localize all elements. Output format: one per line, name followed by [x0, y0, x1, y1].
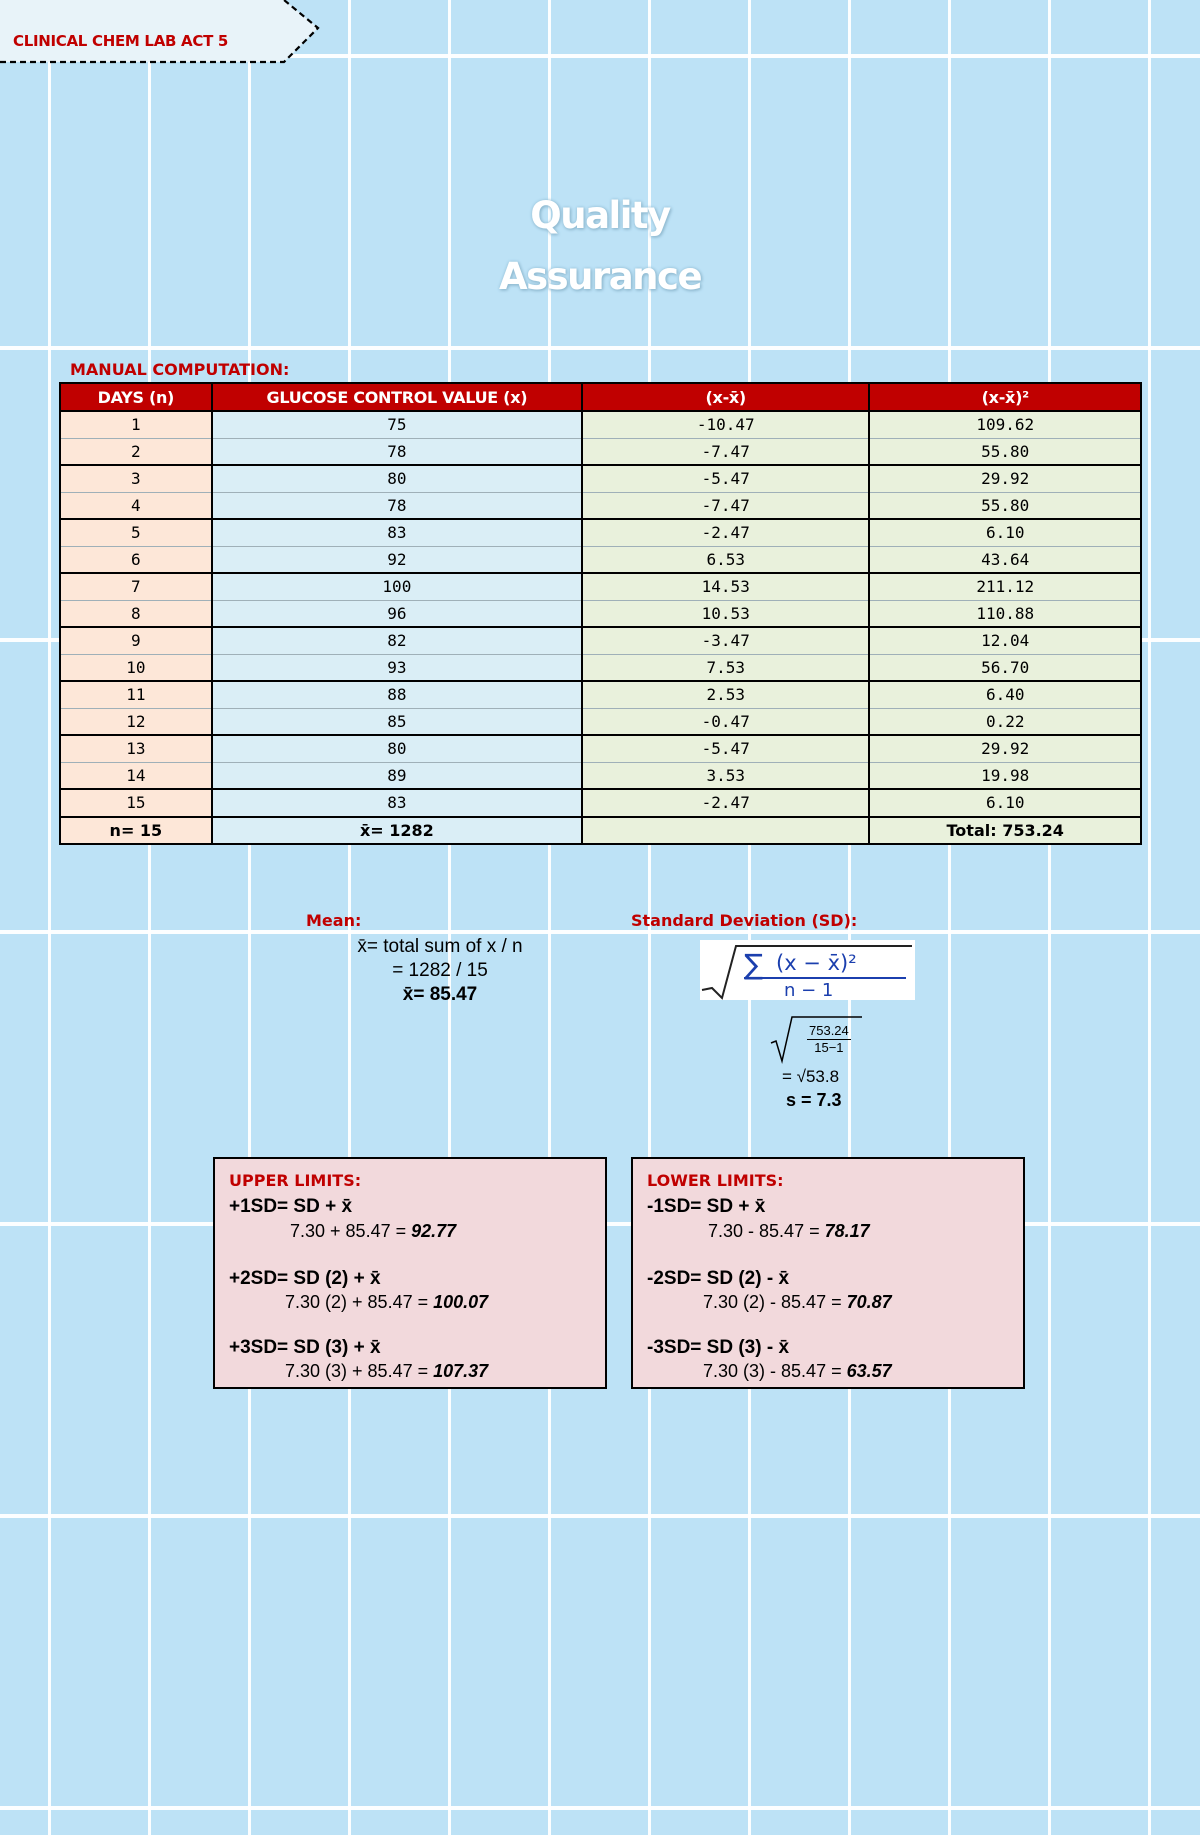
cell-glucose: 93: [212, 654, 582, 681]
table-row: [60, 789, 1141, 817]
sd-label: Standard Deviation (SD):: [631, 911, 858, 930]
cell-day: 14: [60, 762, 212, 789]
mean-result: x̄= 85.47: [402, 984, 478, 1005]
footer-empty: [582, 817, 869, 845]
cell-glucose: 96: [212, 600, 582, 627]
title-line-2: Assurance: [498, 255, 702, 298]
table-row: [60, 492, 1141, 519]
cell-deviation-squared: 29.92: [869, 465, 1141, 492]
cell-glucose: 80: [212, 465, 582, 492]
cell-glucose: 100: [212, 573, 582, 600]
cell-glucose: 83: [212, 519, 582, 546]
upper-1sd-result: 92.77: [411, 1221, 457, 1241]
upper-1sd-equation: +1SD= SD + x̄: [229, 1196, 353, 1217]
header-glucose: GLUCOSE CONTROL VALUE (x): [212, 383, 582, 411]
cell-glucose: 80: [212, 735, 582, 762]
cell-deviation: 6.53: [582, 546, 869, 573]
sd-root-value: = √53.8: [782, 1067, 840, 1086]
sd-result: s = 7.3: [786, 1090, 842, 1110]
cell-deviation-squared: 19.98: [869, 762, 1141, 789]
cell-day: 9: [60, 627, 212, 654]
cell-deviation: -7.47: [582, 438, 869, 465]
table-row: [60, 762, 1141, 789]
sd-fraction: [807, 1023, 851, 1056]
cell-glucose: 88: [212, 681, 582, 708]
cell-day: 6: [60, 546, 212, 573]
cell-glucose: 85: [212, 708, 582, 735]
cell-deviation: -10.47: [582, 411, 869, 438]
upper-3sd-calc: [285, 1361, 488, 1382]
cell-deviation: -3.47: [582, 627, 869, 654]
cell-deviation-squared: 55.80: [869, 492, 1141, 519]
cell-deviation: 10.53: [582, 600, 869, 627]
cell-glucose: 83: [212, 789, 582, 817]
cell-deviation-squared: 211.12: [869, 573, 1141, 600]
lower-2sd-calc: [703, 1292, 892, 1313]
upper-2sd-expr: 7.30 (2) + 85.47 =: [285, 1292, 429, 1312]
upper-1sd-calc: [290, 1221, 456, 1242]
cell-day: 4: [60, 492, 212, 519]
cell-deviation-squared: 110.88: [869, 600, 1141, 627]
cell-deviation: -5.47: [582, 735, 869, 762]
page-title: [0, 185, 1200, 307]
table-row: [60, 708, 1141, 735]
cell-deviation-squared: 56.70: [869, 654, 1141, 681]
sd-formula-numerator: (x − x̄)²: [776, 951, 857, 975]
mean-formula: x̄= total sum of x / n: [357, 936, 523, 957]
sd-formula-denominator: n − 1: [784, 980, 834, 1000]
cell-deviation-squared: 6.10: [869, 519, 1141, 546]
cell-deviation: 3.53: [582, 762, 869, 789]
table-row: [60, 681, 1141, 708]
upper-limits-box: [213, 1157, 607, 1389]
footer-total: Total: 753.24: [869, 817, 1141, 845]
cell-deviation: 7.53: [582, 654, 869, 681]
lower-3sd-result: 63.57: [846, 1361, 892, 1381]
cell-glucose: 82: [212, 627, 582, 654]
cell-glucose: 89: [212, 762, 582, 789]
lower-3sd-calc: [703, 1361, 892, 1382]
cell-glucose: 92: [212, 546, 582, 573]
cell-deviation-squared: 12.04: [869, 627, 1141, 654]
cell-deviation-squared: 6.10: [869, 789, 1141, 817]
cell-day: 12: [60, 708, 212, 735]
lower-limits-header: LOWER LIMITS:: [647, 1171, 784, 1190]
table-row: [60, 438, 1141, 465]
table-row: [60, 465, 1141, 492]
mean-substitution: = 1282 / 15: [392, 960, 488, 981]
sd-fraction-numerator: 753.24: [809, 1023, 849, 1038]
sd-formula-image: [700, 940, 915, 1000]
header-deviation: (x-x̄): [582, 383, 869, 411]
cell-glucose: 78: [212, 438, 582, 465]
cell-day: 1: [60, 411, 212, 438]
table-row: [60, 627, 1141, 654]
cell-deviation: -2.47: [582, 519, 869, 546]
table-footer-row: [60, 817, 1141, 845]
lower-2sd-equation: -2SD= SD (2) - x̄: [647, 1268, 790, 1289]
cell-deviation-squared: 6.40: [869, 681, 1141, 708]
table-header-row: [60, 383, 1141, 411]
header-days: DAYS (n): [60, 383, 212, 411]
footer-n: n= 15: [60, 817, 212, 845]
cell-day: 8: [60, 600, 212, 627]
lower-1sd-calc: [708, 1221, 870, 1242]
upper-limits-header: UPPER LIMITS:: [229, 1171, 362, 1190]
lab-activity-tag: CLINICAL CHEM LAB ACT 5: [13, 32, 229, 50]
lower-1sd-expr: 7.30 - 85.47 =: [708, 1221, 820, 1241]
cell-deviation-squared: 55.80: [869, 438, 1141, 465]
sd-computation: [770, 1015, 890, 1135]
upper-2sd-equation: +2SD= SD (2) + x̄: [229, 1268, 381, 1289]
cell-day: 3: [60, 465, 212, 492]
upper-2sd-result: 100.07: [433, 1292, 489, 1312]
upper-2sd-calc: [285, 1292, 488, 1313]
mean-label: Mean:: [306, 911, 362, 930]
lower-2sd-expr: 7.30 (2) - 85.47 =: [703, 1292, 842, 1312]
cell-deviation-squared: 29.92: [869, 735, 1141, 762]
cell-glucose: 75: [212, 411, 582, 438]
lower-3sd-expr: 7.30 (3) - 85.47 =: [703, 1361, 842, 1381]
footer-sum: x̄= 1282: [212, 817, 582, 845]
lower-1sd-result: 78.17: [824, 1221, 870, 1241]
upper-3sd-expr: 7.30 (3) + 85.47 =: [285, 1361, 429, 1381]
cell-deviation-squared: 0.22: [869, 708, 1141, 735]
cell-deviation-squared: 109.62: [869, 411, 1141, 438]
cell-day: 13: [60, 735, 212, 762]
manual-computation-label: MANUAL COMPUTATION:: [70, 360, 290, 379]
table-body: [60, 411, 1141, 817]
mean-computation: [300, 935, 580, 1007]
cell-deviation: -5.47: [582, 465, 869, 492]
qa-data-table: [59, 382, 1142, 845]
cell-day: 7: [60, 573, 212, 600]
table-row: [60, 546, 1141, 573]
table-row: [60, 519, 1141, 546]
sd-fraction-denominator: 15−1: [814, 1040, 844, 1055]
table-row: [60, 573, 1141, 600]
lower-1sd-equation: -1SD= SD + x̄: [647, 1196, 766, 1217]
lower-limits-box: [631, 1157, 1025, 1389]
cell-deviation: 14.53: [582, 573, 869, 600]
lower-2sd-result: 70.87: [846, 1292, 892, 1312]
upper-3sd-result: 107.37: [433, 1361, 489, 1381]
sd-formula-sum: ∑: [744, 948, 763, 981]
table-row: [60, 411, 1141, 438]
table-row: [60, 654, 1141, 681]
cell-deviation: 2.53: [582, 681, 869, 708]
header-deviation-squared: (x-x̄)²: [869, 383, 1141, 411]
cell-deviation: -7.47: [582, 492, 869, 519]
cell-day: 10: [60, 654, 212, 681]
cell-glucose: 78: [212, 492, 582, 519]
lower-3sd-equation: -3SD= SD (3) - x̄: [647, 1337, 790, 1358]
cell-day: 15: [60, 789, 212, 817]
upper-3sd-equation: +3SD= SD (3) + x̄: [229, 1337, 381, 1358]
cell-deviation-squared: 43.64: [869, 546, 1141, 573]
title-line-1: Quality: [530, 194, 670, 237]
cell-day: 5: [60, 519, 212, 546]
cell-deviation: -2.47: [582, 789, 869, 817]
table-row: [60, 735, 1141, 762]
upper-1sd-expr: 7.30 + 85.47 =: [290, 1221, 407, 1241]
cell-day: 2: [60, 438, 212, 465]
cell-deviation: -0.47: [582, 708, 869, 735]
table-row: [60, 600, 1141, 627]
cell-day: 11: [60, 681, 212, 708]
